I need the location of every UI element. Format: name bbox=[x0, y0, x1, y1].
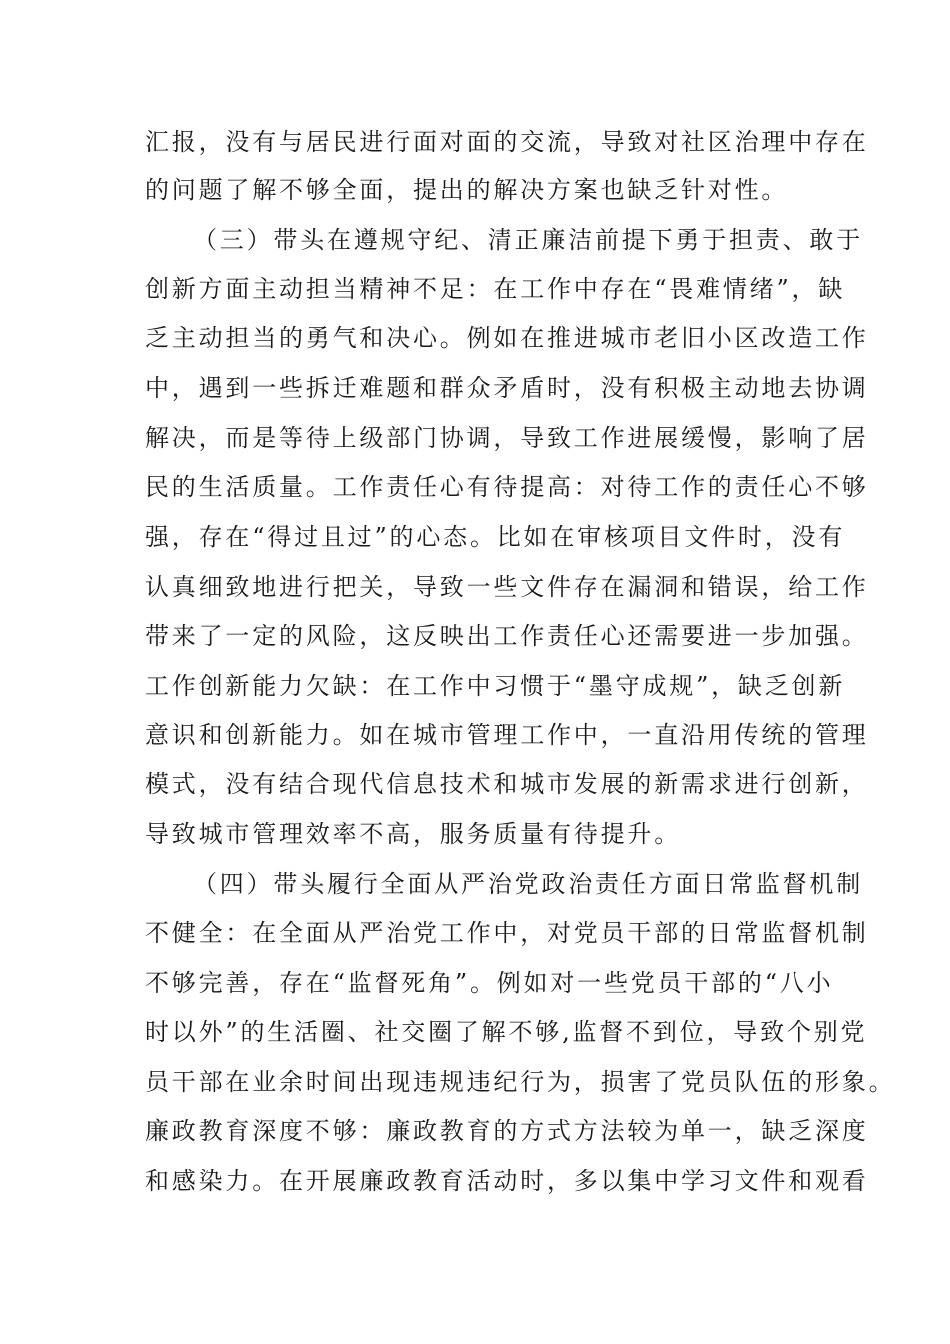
text-line: 汇报，没有与居民进行面对面的交流，导致对社区治理中存在 bbox=[145, 128, 869, 156]
text-line: 工作创新能力欠缺：在工作中习惯于“墨守成规”，缺乏创新 bbox=[145, 672, 846, 700]
text-line: 员干部在业余时间出现违规违纪行为，损害了党员队伍的形象。 bbox=[145, 1068, 896, 1096]
section-heading-3: （三）带头在遵规守纪、清正廉洁前提下勇于担责、敢于 bbox=[193, 226, 863, 254]
text-line: 创新方面主动担当精神不足：在工作中存在“畏难情绪”，缺 bbox=[145, 275, 846, 303]
text-line: 的问题了解不够全面，提出的解决方案也缺乏针对性。 bbox=[145, 176, 789, 204]
text-line: 不健全：在全面从严治党工作中，对党员干部的日常监督机制 bbox=[145, 919, 869, 947]
text-line: 认真细致地进行把关，导致一些文件存在漏洞和错误，给工作 bbox=[145, 573, 869, 601]
text-line: 乏主动担当的勇气和决心。例如在推进城市老旧小区改造工作 bbox=[145, 324, 869, 352]
text-line: 不够完善，存在“监督死角”。例如对一些党员干部的“八小 bbox=[145, 969, 834, 997]
text-line: 廉政教育深度不够：廉政教育的方式方法较为单一，缺乏深度 bbox=[145, 1117, 869, 1145]
text-line: 时以外”的生活圈、社交圈了解不够,监督不到位，导致个别党 bbox=[145, 1018, 868, 1046]
text-line: 中，遇到一些拆迁难题和群众矛盾时，没有积极主动地去协调 bbox=[145, 374, 869, 402]
text-line: 意识和创新能力。如在城市管理工作中，一直沿用传统的管理 bbox=[145, 721, 869, 749]
text-line: 强，存在“得过且过”的心态。比如在审核项目文件时，没有 bbox=[145, 523, 846, 551]
text-line: 模式，没有结合现代信息技术和城市发展的新需求进行创新， bbox=[145, 770, 869, 798]
text-line: 解决，而是等待上级部门协调，导致工作进展缓慢，影响了居 bbox=[145, 424, 869, 452]
section-heading-4: （四）带头履行全面从严治党政治责任方面日常监督机制 bbox=[193, 870, 863, 898]
text-line: 民的生活质量。工作责任心有待提高：对待工作的责任心不够 bbox=[145, 473, 869, 501]
text-line: 和感染力。在开展廉政教育活动时，多以集中学习文件和观看 bbox=[145, 1167, 869, 1195]
text-line: 带来了一定的风险，这反映出工作责任心还需要进一步加强。 bbox=[145, 622, 869, 650]
text-line: 导致城市管理效率不高，服务质量有待提升。 bbox=[145, 820, 681, 848]
